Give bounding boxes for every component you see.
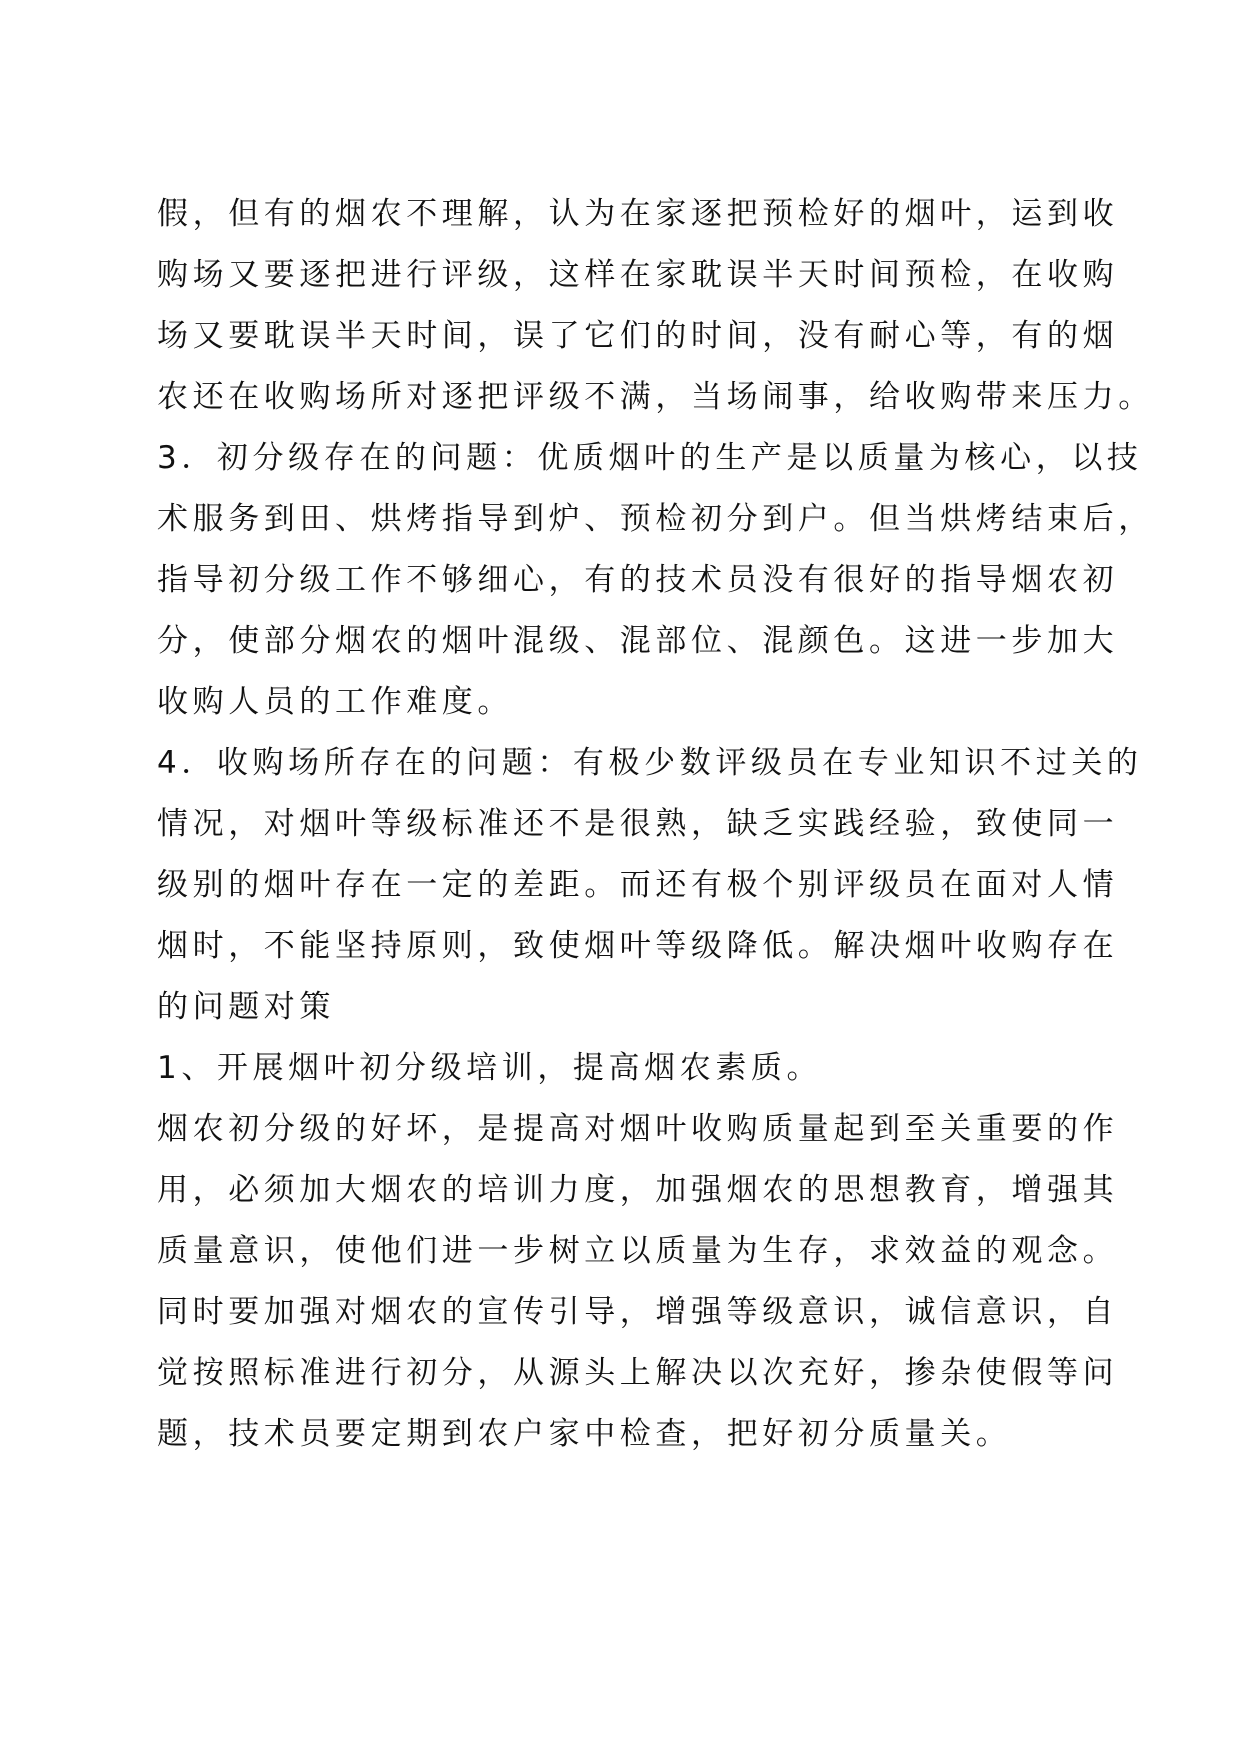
text-line: 的问题对策 [157, 989, 335, 1025]
text-line: 质量意识，使他们进一步树立以质量为生存，求效益的观念。 [157, 1233, 1119, 1269]
text-line: 1、开展烟叶初分级培训，提高烟农素质。 [157, 1050, 823, 1086]
text-line: 场又要耽误半天时间，误了它们的时间，没有耐心等，有的烟 [157, 318, 1119, 354]
text-line: 术服务到田、烘烤指导到炉、预检初分到户。但当烘烤结束后， [157, 501, 1154, 537]
text-line: 4．收购场所存在的问题：有极少数评级员在专业知识不过关的 [157, 745, 1143, 781]
text-line: 收购人员的工作难度。 [157, 684, 513, 720]
text-line: 购场又要逐把进行评级，这样在家耽误半天时间预检，在收购 [157, 257, 1119, 293]
text-line: 3．初分级存在的问题：优质烟叶的生产是以质量为核心，以技 [157, 440, 1143, 476]
text-line: 农还在收购场所对逐把评级不满，当场闹事，给收购带来压力。 [157, 379, 1154, 415]
text-line: 假，但有的烟农不理解，认为在家逐把预检好的烟叶，运到收 [157, 196, 1119, 232]
text-line: 烟农初分级的好坏，是提高对烟叶收购质量起到至关重要的作 [157, 1111, 1119, 1147]
document-body [157, 184, 1154, 1465]
text-line: 指导初分级工作不够细心，有的技术员没有很好的指导烟农初 [157, 562, 1119, 598]
text-line: 烟时，不能坚持原则，致使烟叶等级降低。解决烟叶收购存在 [157, 928, 1119, 964]
text-line: 级别的烟叶存在一定的差距。而还有极个别评级员在面对人情 [157, 867, 1119, 903]
text-line: 情况，对烟叶等级标准还不是很熟，缺乏实践经验，致使同一 [157, 806, 1119, 842]
text-line: 觉按照标准进行初分，从源头上解决以次充好，掺杂使假等问 [157, 1355, 1119, 1391]
text-line: 用，必须加大烟农的培训力度，加强烟农的思想教育，增强其 [157, 1172, 1119, 1208]
text-line: 题，技术员要定期到农户家中检查，把好初分质量关。 [157, 1416, 1012, 1452]
text-line: 同时要加强对烟农的宣传引导，增强等级意识，诚信意识，自 [157, 1294, 1119, 1330]
text-line: 分，使部分烟农的烟叶混级、混部位、混颜色。这进一步加大 [157, 623, 1119, 659]
